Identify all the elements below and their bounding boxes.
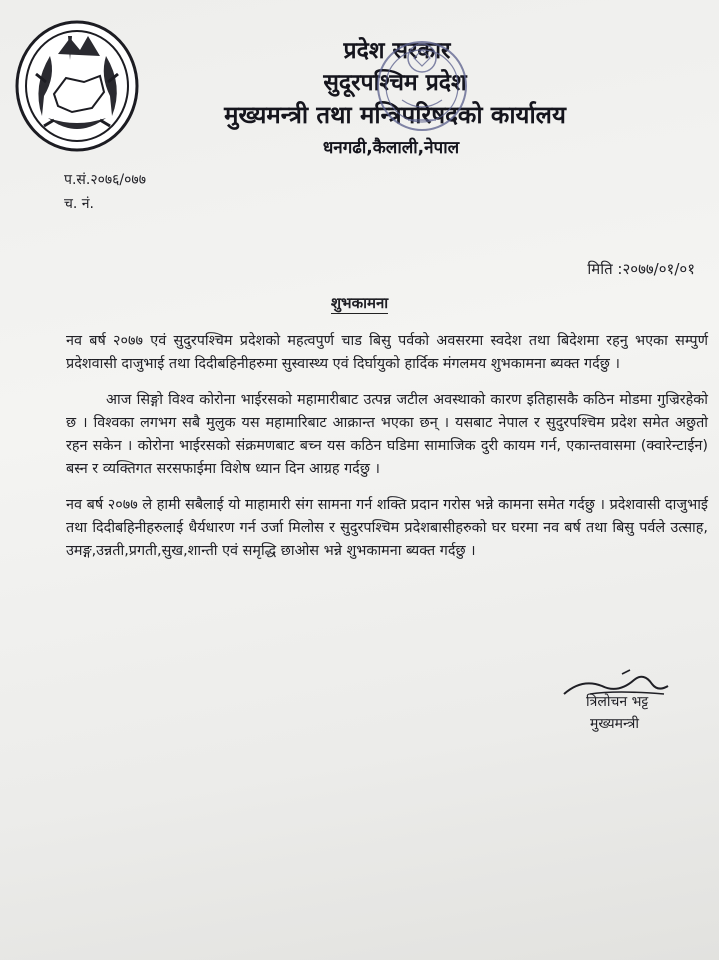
province-name: सुदूरपश्चिम प्रदेश bbox=[323, 70, 467, 96]
office-address: धनगढी,कैलाली,नेपाल bbox=[322, 138, 460, 158]
subject-heading bbox=[0, 293, 719, 313]
dispatch-number: च. नं. bbox=[64, 196, 95, 212]
body-paragraph-2: आज सिङ्गो विश्व कोरोना भाईरसको महामारीबाट उत्पन्न जटील अवस्थाको कारण इतिहासकै कठिन मोडमा गुज्रिरहेको छ । विश्वका लगभग सबै मुलुक यस महामारिबाट आक्रान्त भएका छन् । यसबाट नेपाल र सुदुरपश्चिम प्रदेश समेत अछुतो रहन सकेन । कोरोना भाईरसको संक्रमणबाट बच्न यस कठिन घडिमा सामाजिक दुरी कायम गर्न, एकान्तवासमा (क्वारेन्टाईन) बस्न र व्यक्तिगत सरसफाईमा विशेष ध्यान दिन आग्रह गर्दछु । bbox=[66, 392, 708, 477]
nepal-emblem-icon bbox=[14, 16, 140, 154]
letter-body bbox=[66, 330, 708, 576]
body-paragraph-1: नव बर्ष २०७७ एवं सुदुरपश्चिम प्रदेशको महत्वपुर्ण चाड बिसु पर्वको अवसरमा स्वदेश तथा बिदेशमा रहनु भएका सम्पुर्ण प्रदेशवासी दाजुभाई तथा दिदीबहिनीहरुमा सुस्वास्थ्य एवं दिर्घायुको हार्दिक मंगलमय शुभकामना ब्यक्त गर्दछु । bbox=[66, 333, 708, 372]
subject-text: शुभकामना bbox=[330, 294, 389, 312]
office-stamp-icon bbox=[372, 30, 472, 148]
government-name: प्रदेश सरकार bbox=[343, 38, 451, 64]
reference-block bbox=[64, 168, 146, 216]
office-name: मुख्यमन्त्री तथा मन्त्रिपरिषदको कार्यालय bbox=[224, 101, 566, 129]
signatory-name: त्रिलोचन भट्ट bbox=[586, 694, 649, 710]
letter-date: मिति :२०७७/०१/०१ bbox=[587, 260, 695, 278]
reference-number: प.सं.२०७६/०७७ bbox=[64, 172, 146, 188]
body-paragraph-3: नव बर्ष २०७७ ले हामी सबैलाई यो माहामारी संग सामना गर्न शक्ति प्रदान गरोस भन्ने कामना समेत गर्दछु । प्रदेशवासी दाजुभाई तथा दिदीबहिनीहरुलाई धैर्यधारण गर्न उर्जा मिलोस र सुदुरपश्चिम प्रदेशबासीहरुको घर घरमा नव बर्ष तथा बिसु पर्वले उत्साह, उमङ्ग,उन्नती,प्रगती,सुख,शान्ती एवं समृद्धि छाओस भन्ने शुभकामना ब्यक्त गर्दछु । bbox=[66, 497, 708, 559]
signatory-title: मुख्यमन्त्री bbox=[590, 716, 639, 732]
